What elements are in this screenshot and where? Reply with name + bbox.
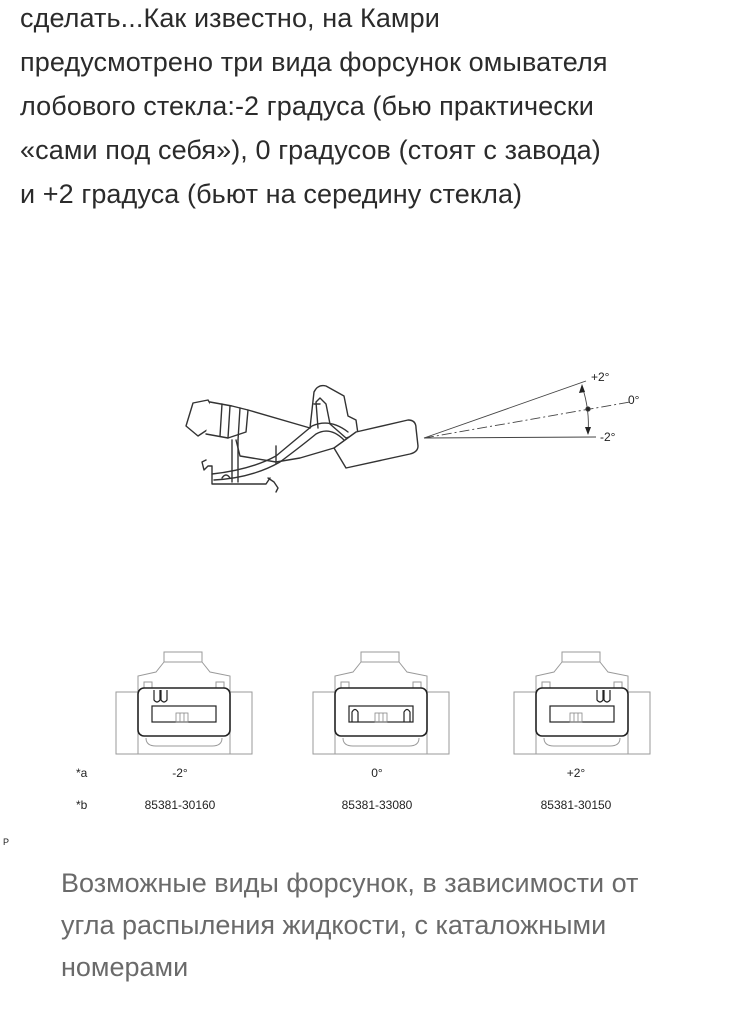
intro-line: «сами под себя»), 0 градусов (стоят с завода) xyxy=(20,135,601,165)
intro-paragraph xyxy=(20,0,740,216)
nozzle-part-number: 85381-30150 xyxy=(540,798,612,812)
nozzle-illustration xyxy=(0,340,750,860)
angle-label-zero: 0° xyxy=(628,393,640,407)
angle-label-minus: -2° xyxy=(600,430,616,444)
nozzle-angle: -2° xyxy=(172,766,188,780)
nozzle-side-view xyxy=(186,386,418,492)
caption-line: номерами xyxy=(61,952,189,982)
row-label-a: *a xyxy=(76,766,88,780)
nozzle-angle: 0° xyxy=(371,766,383,780)
caption-line: Возможные виды форсунок, в зависимости от xyxy=(61,868,639,898)
angle-label-plus: +2° xyxy=(591,370,610,384)
row-label-b: *b xyxy=(76,798,88,812)
intro-line: и +2 градуса (бьют на середину стекла) xyxy=(20,179,523,209)
intro-line: сделать...Как известно, на Камри xyxy=(20,3,440,33)
nozzle-front-view-zero xyxy=(313,652,449,754)
intro-line: предусмотрено три вида форсунок омывателя xyxy=(20,47,608,77)
intro-line: лобового стекла:-2 градуса (бью практически xyxy=(20,91,594,121)
nozzle-angle: +2° xyxy=(566,766,586,780)
nozzle-front-view-minus2 xyxy=(116,652,252,754)
nozzle-part-number: 85381-30160 xyxy=(144,798,216,812)
figure-corner-mark: P xyxy=(3,837,10,847)
caption-line: угла распыления жидкости, с каталожными xyxy=(61,910,607,940)
nozzle-figure xyxy=(0,340,750,860)
nozzle-front-view-plus2 xyxy=(514,652,650,754)
nozzle-part-number: 85381-33080 xyxy=(341,798,413,812)
figure-caption xyxy=(61,862,741,988)
